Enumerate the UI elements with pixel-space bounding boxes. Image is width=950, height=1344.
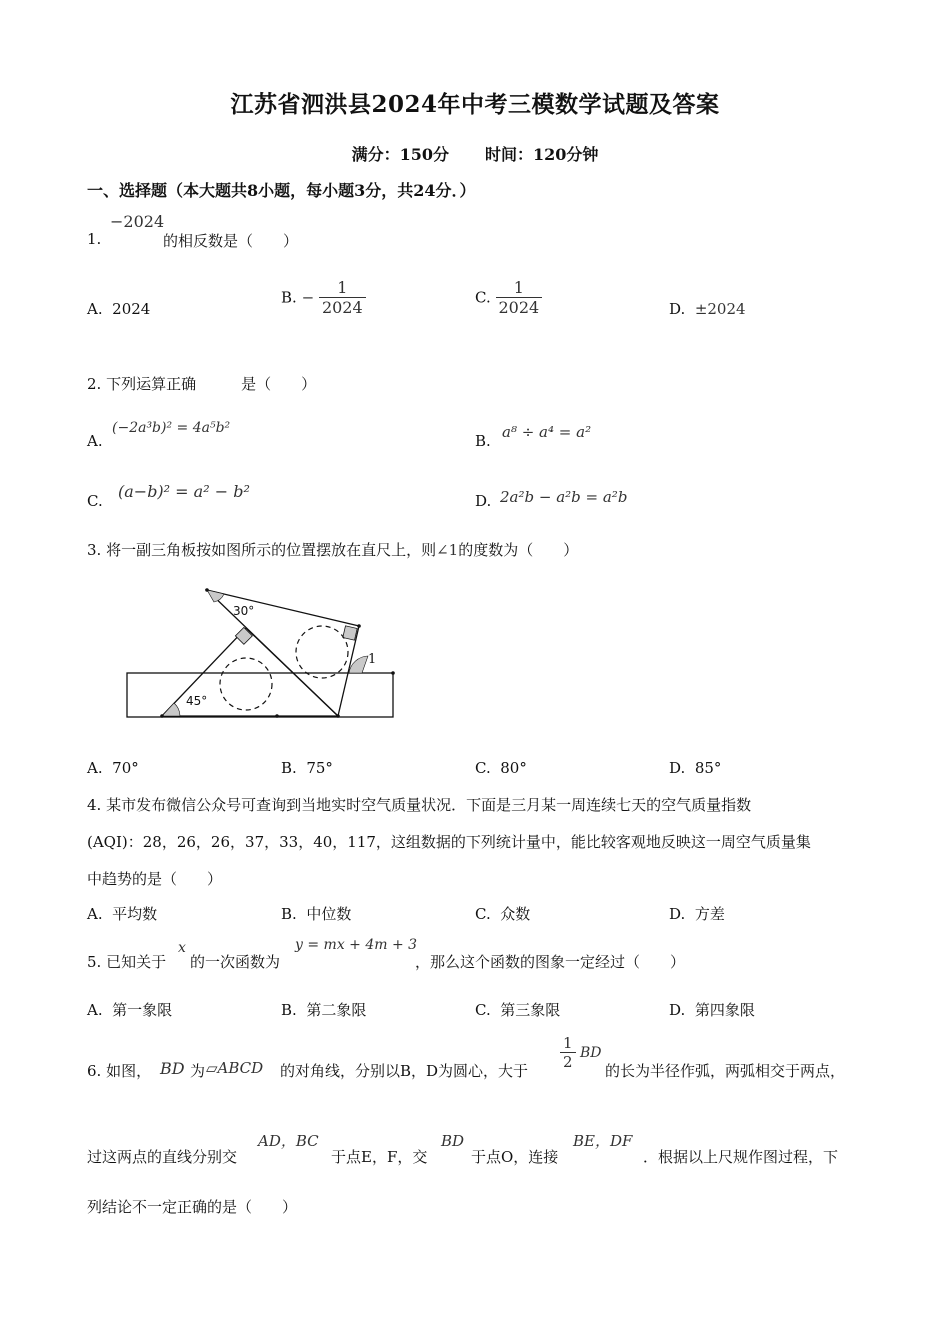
option-value: 75°	[306, 759, 333, 777]
q6-half-fraction	[560, 1034, 576, 1071]
option-value: 第三象限	[500, 1001, 561, 1019]
label-45: 45°	[186, 694, 208, 708]
option-value: 众数	[500, 905, 531, 923]
q1-option-b[interactable]	[281, 278, 366, 317]
option-value: 85°	[694, 759, 722, 777]
q6-line2-b: 于点E，F，交	[331, 1148, 428, 1166]
q4-option-d[interactable]	[669, 903, 725, 924]
numerator: 1	[319, 278, 366, 298]
q1-text: 的相反数是（ ）	[163, 232, 299, 250]
angle-symbol: ∠1	[436, 541, 459, 559]
point	[336, 714, 340, 718]
q2-option-c-label[interactable]: C.	[87, 492, 103, 510]
option-label: B.	[281, 288, 297, 307]
q1-expression: −2024	[110, 212, 165, 231]
option-label: D.	[669, 905, 686, 923]
option-value: 第二象限	[306, 1001, 367, 1019]
dashed-circle	[296, 626, 348, 678]
option-label: C.	[475, 1001, 491, 1019]
section-heading: 一、选择题（本大题共8小题，每小题3分，共24分．）	[87, 181, 476, 200]
q2-option-d-expr: 2a²b − a²b = a²b	[500, 488, 628, 506]
exam-info	[0, 142, 950, 165]
numerator: 1	[560, 1034, 576, 1053]
denominator: 2024	[498, 298, 540, 317]
q6-line2-d: ．根据以上尺规作图过程，下	[643, 1148, 839, 1166]
fraction	[319, 278, 366, 317]
q2-option-b-label[interactable]: B.	[475, 432, 491, 450]
q2-text: 2. 下列运算正确 是（ ）	[87, 375, 317, 393]
option-label: D.	[669, 300, 686, 318]
point	[357, 624, 361, 628]
q6-text-3: 的对角线，分别以B，D为圆心，大于	[280, 1062, 529, 1080]
angle-30-arc	[207, 590, 224, 602]
q4-option-a[interactable]	[87, 903, 157, 924]
q6-line2-c: 于点O，连接	[471, 1148, 559, 1166]
denominator: 2	[563, 1053, 573, 1071]
label-angle-1: 1	[368, 652, 377, 667]
q6-ad-bc: AD，BC	[258, 1132, 319, 1150]
option-label: A.	[87, 1001, 103, 1019]
numerator: 1	[496, 278, 543, 298]
q3-option-b[interactable]	[281, 759, 333, 777]
option-value: 70°	[112, 759, 139, 777]
point	[205, 588, 209, 592]
q1-number: 1.	[87, 230, 102, 248]
q6-line-3: 列结论不一定正确的是（ ）	[87, 1198, 298, 1216]
full-score: 满分：150分	[351, 145, 449, 164]
denominator: 2024	[321, 298, 363, 317]
label-30: 30°	[233, 604, 255, 618]
q5-text-mid: 的一次函数为	[190, 953, 281, 971]
q6-bd: BD	[160, 1059, 185, 1078]
q5-function: y = mx + 4m + 3	[295, 937, 418, 953]
q5-text-post: ，那么这个函数的图象一定经过（ ）	[415, 953, 686, 971]
q3-option-a[interactable]	[87, 759, 139, 777]
option-value: 第四象限	[694, 1001, 755, 1019]
triangle-30	[207, 590, 359, 716]
option-label: D.	[669, 1001, 686, 1019]
option-label: D.	[669, 759, 686, 777]
q6-be-df: BE，DF	[573, 1132, 633, 1150]
q6-bd-3: BD	[441, 1132, 465, 1150]
fraction	[496, 278, 543, 317]
q6-line2-a: 过这两点的直线分别交	[87, 1148, 238, 1166]
right-angle-mark	[235, 627, 252, 644]
option-value: ±2024	[694, 300, 746, 318]
option-value: 80°	[500, 759, 527, 777]
q5-text-pre: 5. 已知关于	[87, 953, 167, 971]
point	[160, 714, 164, 718]
point	[391, 671, 395, 675]
option-label: C.	[475, 905, 491, 923]
q5-option-a[interactable]	[87, 999, 172, 1020]
q2-option-c-expr: (a−b)² = a² − b²	[118, 482, 250, 501]
point	[275, 714, 279, 718]
exam-time: 时间：120分钟	[485, 145, 599, 164]
right-angle-mark	[343, 626, 357, 640]
q5-variable: x	[178, 940, 186, 956]
q4-line-3: 中趋势的是（ ）	[87, 870, 223, 888]
option-value: 平均数	[112, 905, 158, 923]
q3-text-pre: 3. 将一副三角板按如图所示的位置摆放在直尺上，则	[87, 541, 437, 559]
q2-option-a-label[interactable]: A.	[87, 432, 103, 450]
q3-option-c[interactable]	[475, 759, 527, 777]
q6-text-1: 6. 如图，	[87, 1062, 152, 1080]
q3-text-post: 的度数为（ ）	[458, 541, 579, 559]
option-label: C.	[475, 759, 491, 777]
option-label: A.	[87, 759, 103, 777]
option-label: A.	[87, 300, 103, 318]
q3-option-d[interactable]	[669, 759, 721, 777]
q4-line-1: 4. 某市发布微信公众号可查询到当地实时空气质量状况．下面是三月某一周连续七天的空气质量指数	[87, 796, 752, 814]
dashed-circle	[220, 658, 272, 710]
option-label: B.	[281, 905, 297, 923]
q2-option-a-expr: (−2a³b)² = 4a⁵b²	[112, 420, 231, 436]
option-value: 中位数	[306, 905, 352, 923]
minus-sign: −	[301, 288, 315, 307]
q4-option-b[interactable]	[281, 903, 351, 924]
q1-option-a[interactable]	[87, 300, 150, 318]
angle-45-arc	[162, 703, 180, 716]
q4-line-2: (AQI)：28，26，26，37，33，40，117，这组数据的下列统计量中，能比较客观地反映这一周空气质量集	[87, 833, 811, 851]
option-value: 2024	[112, 300, 151, 318]
q1-option-c[interactable]	[475, 278, 542, 317]
q5-option-d[interactable]	[669, 999, 755, 1020]
q5-option-c[interactable]	[475, 999, 560, 1020]
q6-parallelogram: ▱ABCD	[206, 1059, 264, 1077]
q2-option-d-label[interactable]: D.	[475, 492, 492, 510]
option-value: 第一象限	[112, 1001, 173, 1019]
page-title: 江苏省泗洪县2024年中考三模数学试题及答案	[230, 91, 720, 118]
q3-figure	[120, 580, 410, 730]
option-label: B.	[281, 1001, 297, 1019]
q1-option-d[interactable]	[669, 300, 746, 318]
q6-text-2: 为	[190, 1062, 206, 1080]
q6-bd-2: BD	[580, 1045, 602, 1061]
q5-option-b[interactable]	[281, 999, 366, 1020]
q2-option-b-expr: a⁸ ÷ a⁴ = a²	[502, 423, 592, 441]
fraction	[560, 1034, 576, 1071]
q4-option-c[interactable]	[475, 903, 530, 924]
q3-text	[87, 539, 578, 560]
option-label: A.	[87, 905, 103, 923]
q6-text-4: 的长为半径作弧，两弧相交于两点，	[605, 1062, 846, 1080]
option-label: B.	[281, 759, 297, 777]
option-label: C.	[475, 288, 491, 307]
option-value: 方差	[694, 905, 725, 923]
